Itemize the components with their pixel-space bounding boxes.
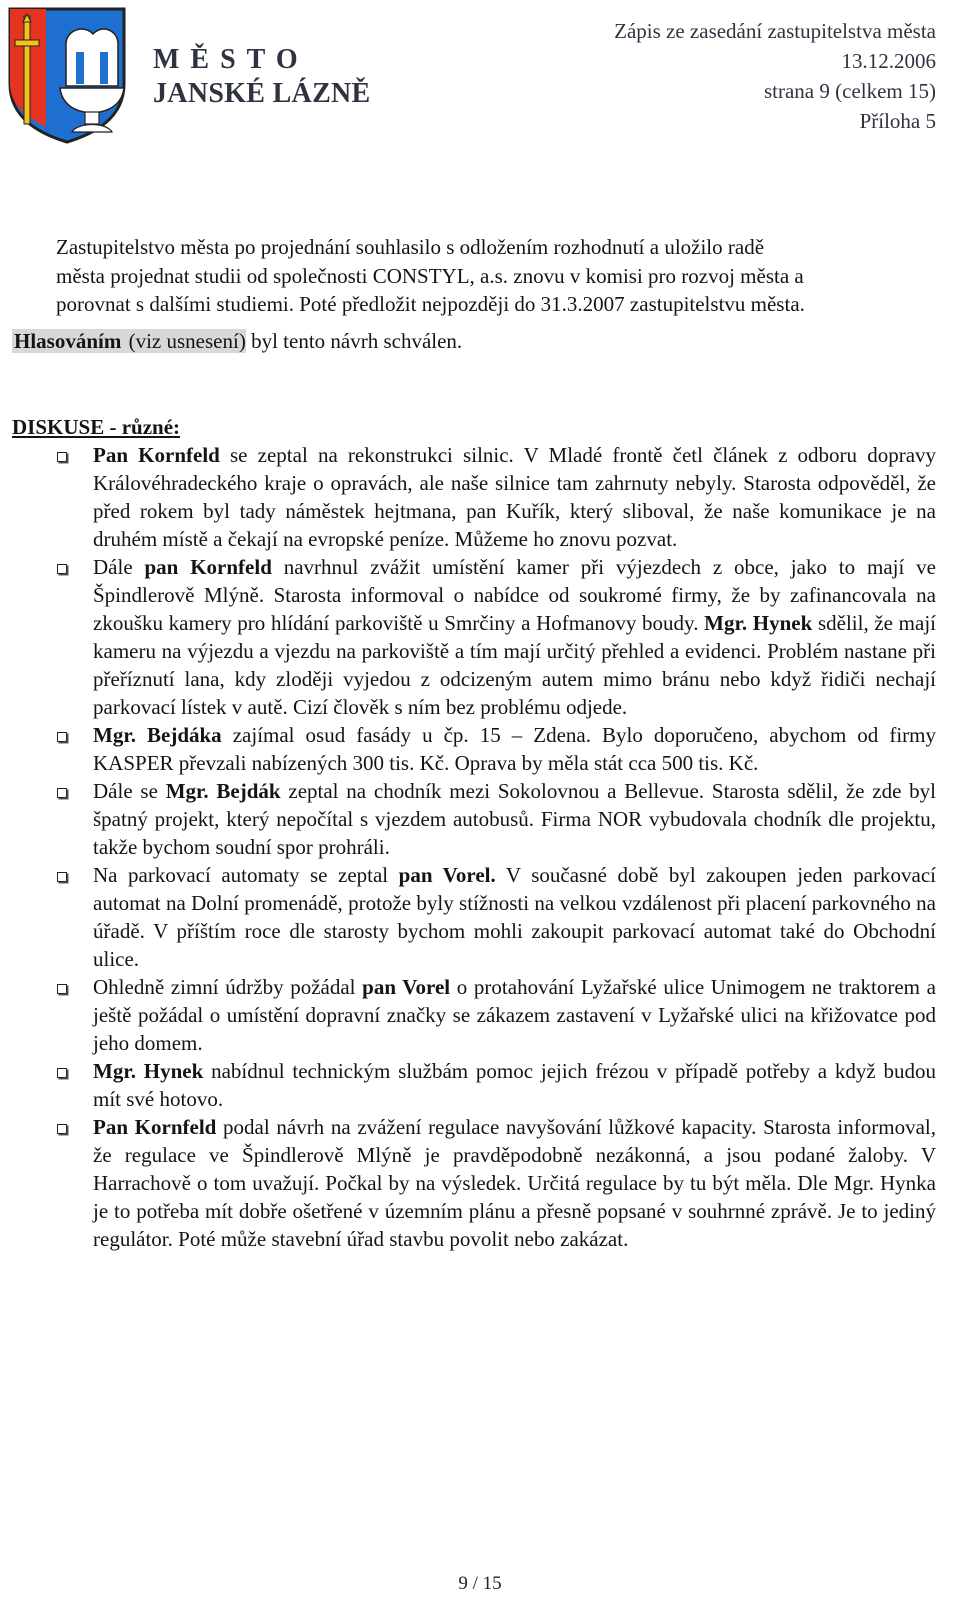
- speaker-name: Mgr. Bejdáka: [93, 723, 222, 747]
- checkbox-bullet-icon: [57, 872, 67, 882]
- discussion-item: [56, 861, 936, 973]
- speaker-name: Mgr. Hynek: [704, 611, 813, 635]
- checkbox-bullet-icon: [57, 732, 67, 742]
- discussion-item: [56, 777, 936, 861]
- discussion-item: [56, 973, 936, 1057]
- discussion-heading: DISKUSE - různé:: [12, 415, 181, 439]
- page-number: 9 / 15: [458, 1573, 502, 1594]
- town-coat-of-arms-logo: [6, 6, 128, 144]
- speaker-name: pan Vorel.: [398, 863, 496, 887]
- vote-label: Hlasováním: [14, 329, 122, 353]
- discussion-item: [56, 553, 936, 721]
- speaker-name: pan Vorel: [362, 975, 451, 999]
- discussion-list: [56, 441, 936, 1253]
- checkbox-bullet-icon: [57, 452, 67, 462]
- item-text: sdělil, že mají kameru na výjezdu a vjezdu na parkoviště a tím mají určitý přehled a evidenci. Problém nastane při přeříznutí lana, kdy zloději vyjedou z odcizeným autem mimo bránu nebo když řidiči nechají parkovací lístek v autě. Cizí člověk s ním bez problému odjede.: [93, 611, 936, 719]
- item-text: zajímal osud fasády u čp. 15 – Zdena. Bylo doporučeno, abychom od firmy KASPER převzali nabízených 300 tis. Kč. Oprava by měla stát cca 500 tis. Kč.: [93, 723, 936, 775]
- speaker-name: Pan Kornfeld: [93, 1115, 217, 1139]
- discussion-item: [56, 1113, 936, 1253]
- checkbox-bullet-icon: [57, 1068, 67, 1078]
- meeting-date: 13.12.2006: [841, 49, 936, 73]
- document-title: Zápis ze zasedání zastupitelstva města: [614, 19, 936, 43]
- speaker-name: Mgr. Bejdák: [165, 779, 281, 803]
- item-text: Ohledně zimní údržby požádal: [93, 975, 363, 999]
- paragraph-line: porovnat s dalšími studiemi. Poté předložit nejpozději do 31.3.2007 zastupitelstvu města.: [56, 292, 805, 316]
- page-info: strana 9 (celkem 15): [763, 79, 936, 103]
- item-text: podal návrh na zvážení regulace navyšování lůžkové kapacity. Starosta informoval, že regulace ve Špindlerově Mlýně je pravděpodobně nezákonná, a jsou podané žaloby. V Harrachově o tom uvažují. Počkal by na výsledek. Určitá regulace by tu být měla. Dle Mgr. Hynka je to potřeba mít dobře ošetřené v územním plánu a přesně popsané v souhrnné zprávě. Je to jediný regulátor. Poté může stavební úřad stavbu povolit nebo zakázat.: [93, 1115, 936, 1251]
- item-text: Na parkovací automaty se zeptal: [93, 863, 399, 887]
- checkbox-bullet-icon: [57, 1124, 67, 1134]
- discussion-item: [56, 441, 936, 553]
- town-name-block: [153, 42, 371, 110]
- discussion-item: [56, 721, 936, 777]
- item-text: Dále se: [93, 779, 166, 803]
- header-info: [614, 16, 936, 136]
- checkbox-bullet-icon: [57, 984, 67, 994]
- item-text: Dále: [93, 555, 145, 579]
- paragraph-line: města projednat studii od společnosti CONSTYL, a.s. znovu v komisi pro rozvoj města a: [56, 263, 804, 288]
- item-text: nabídnul technickým službám pomoc jejich frézou v případě potřeby a když budou mít své hotovo.: [93, 1059, 936, 1111]
- item-text: se zeptal na rekonstrukci silnic. V Mladé frontě četl článek z odboru dopravy Královéhradeckého kraje o opravách, ale naše silnice tam zahrnuty nebyly. Starosta odpověděl, že před rokem byl tady náměstek hejtmana, pan Kuřík, který sliboval, že naše komunikace je na druhém místě a čekají na evropské peníze. Můžeme ho znovu pozvat.: [93, 443, 937, 551]
- checkbox-bullet-icon: [57, 564, 67, 574]
- checkbox-bullet-icon: [57, 788, 67, 798]
- town-word: MĚSTO: [153, 44, 309, 75]
- speaker-name: Mgr. Hynek: [93, 1059, 204, 1083]
- item-text: o protahování Lyžařské ulice Unimogem ne traktorem a ještě požádal o umístění dopravní značky se zákazem zastavení v Lyžařské ulici na křižovatce pod jeho domem.: [93, 975, 936, 1055]
- vote-result-line: [12, 327, 462, 356]
- vote-reference: (viz usnesení): [128, 329, 246, 353]
- item-text: navrhnul zvážit umístění kamer při výjezdech z obce, jako to mají ve Špindlerově Mlýně. Starosta informoval o nabídce od soukromé firmy, že by zafinancovala na zkoušku kamery pro hlídání parkoviště u Smrčiny a Hofmanovy boudy.: [93, 555, 936, 635]
- appendix-label: Příloha 5: [859, 109, 936, 133]
- resolution-paragraph: [56, 233, 936, 319]
- town-name: JANSKÉ LÁZNĚ: [153, 78, 371, 109]
- speaker-name: Pan Kornfeld: [93, 443, 220, 467]
- discussion-item: [56, 1057, 936, 1113]
- item-text: zeptal na chodník mezi Sokolovnou a Bellevue. Starosta sdělil, že zde byl špatný projekt, který nepočítal s vjezdem autobusů. Firma NOR vybudovala chodník dle projektu, takže bychom soudní spor prohráli.: [93, 779, 936, 859]
- paragraph-line: Zastupitelstvo města po projednání souhlasilo s odložením rozhodnutí a uložilo radě: [56, 235, 765, 259]
- item-text: V současné době byl zakoupen jeden parkovací automat na Dolní promenádě, protože byly stížnosti na velkou vzdálenost při placení parkovného na úřadě. V příštím roce dle starosty bychom mohli zakoupit parkovací automat také do Obchodní ulice.: [93, 863, 936, 971]
- vote-result-text: byl tento návrh schválen.: [251, 329, 463, 353]
- speaker-name: pan Kornfeld: [144, 555, 272, 579]
